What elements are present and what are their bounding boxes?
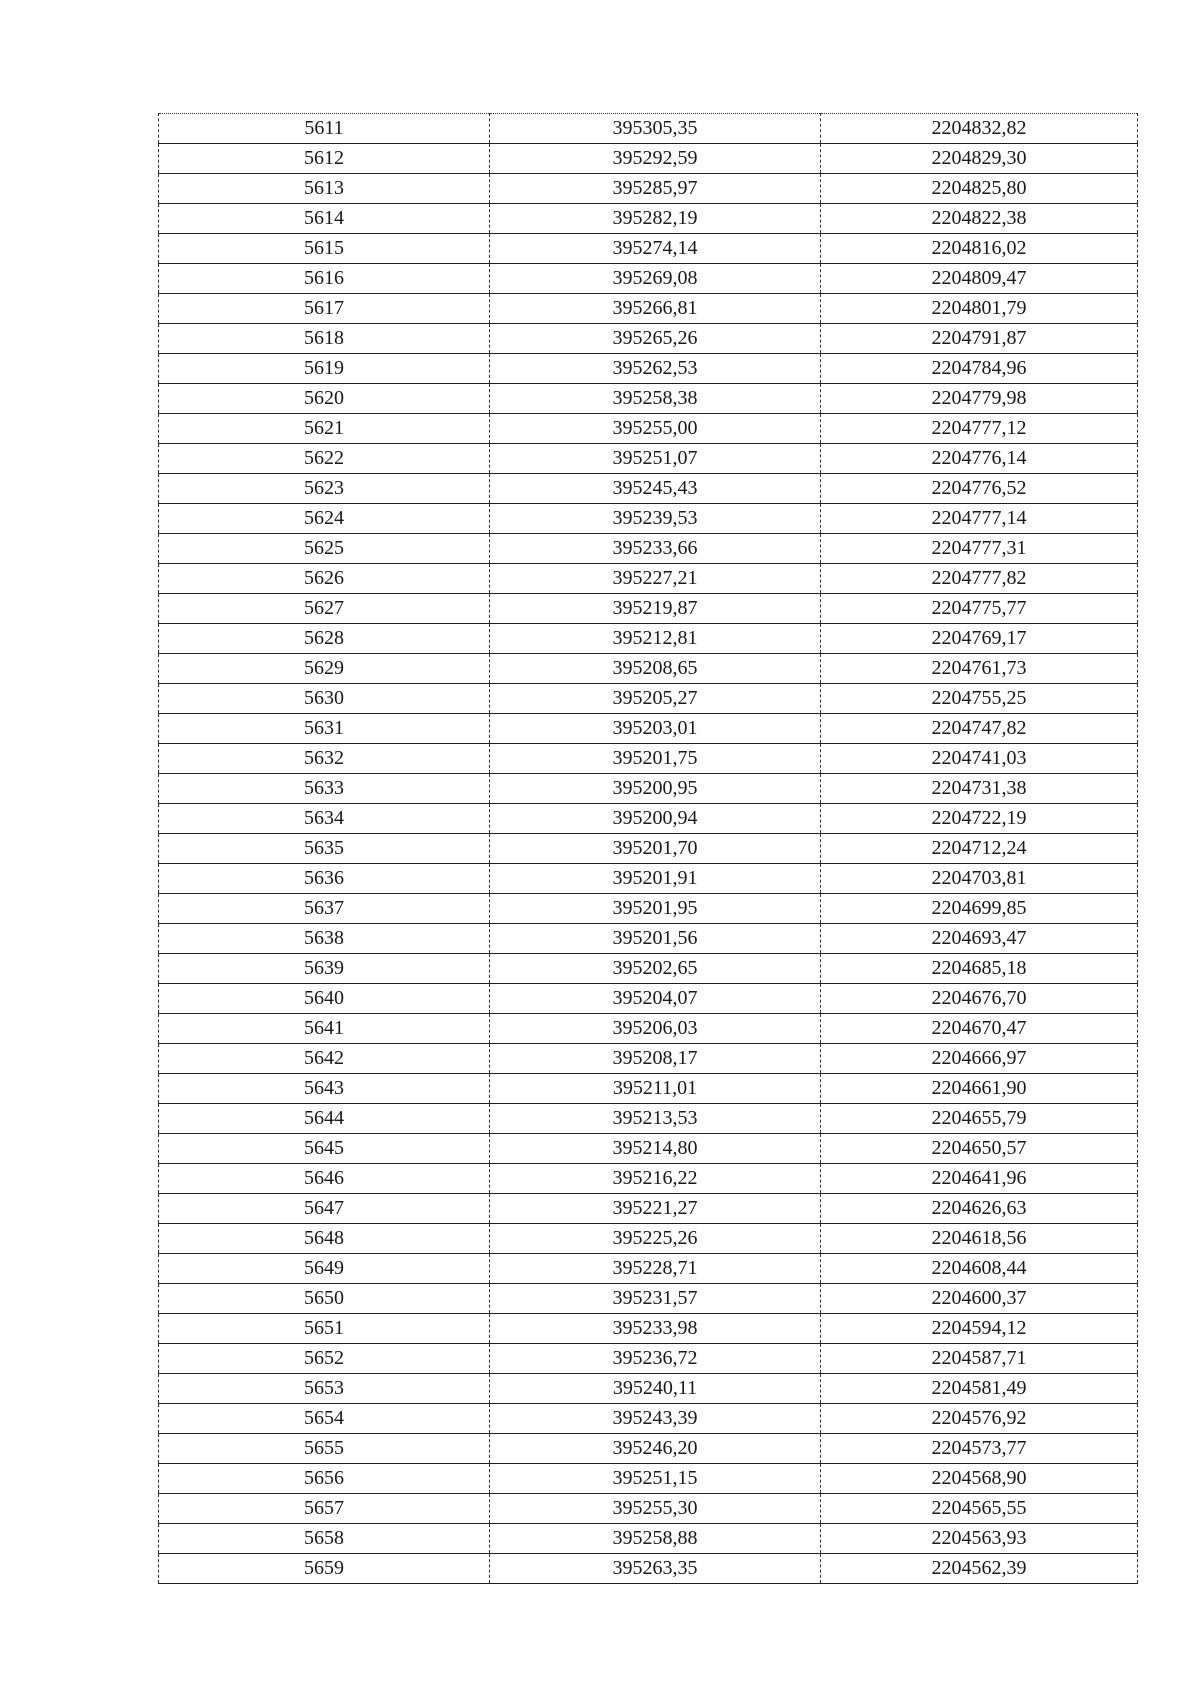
x-coordinate-cell: 395212,81 <box>490 624 821 654</box>
point-number-cell: 5649 <box>159 1254 490 1284</box>
point-number-cell: 5638 <box>159 924 490 954</box>
point-number-cell: 5643 <box>159 1074 490 1104</box>
table-row <box>159 1164 1138 1194</box>
table-row <box>159 1524 1138 1554</box>
x-coordinate-cell: 395213,53 <box>490 1104 821 1134</box>
y-coordinate-cell: 2204777,82 <box>821 564 1138 594</box>
table-row <box>159 774 1138 804</box>
y-coordinate-cell: 2204779,98 <box>821 384 1138 414</box>
table-row <box>159 114 1138 144</box>
table-row <box>159 1464 1138 1494</box>
x-coordinate-cell: 395201,70 <box>490 834 821 864</box>
x-coordinate-cell: 395240,11 <box>490 1374 821 1404</box>
y-coordinate-cell: 2204666,97 <box>821 1044 1138 1074</box>
x-coordinate-cell: 395258,38 <box>490 384 821 414</box>
x-coordinate-cell: 395305,35 <box>490 114 821 144</box>
table-row <box>159 204 1138 234</box>
y-coordinate-cell: 2204699,85 <box>821 894 1138 924</box>
point-number-cell: 5646 <box>159 1164 490 1194</box>
x-coordinate-cell: 395231,57 <box>490 1284 821 1314</box>
x-coordinate-cell: 395292,59 <box>490 144 821 174</box>
y-coordinate-cell: 2204776,14 <box>821 444 1138 474</box>
point-number-cell: 5656 <box>159 1464 490 1494</box>
point-number-cell: 5650 <box>159 1284 490 1314</box>
table-row <box>159 1314 1138 1344</box>
coordinate-table-body <box>159 114 1138 1584</box>
y-coordinate-cell: 2204685,18 <box>821 954 1138 984</box>
x-coordinate-cell: 395255,00 <box>490 414 821 444</box>
table-row <box>159 744 1138 774</box>
x-coordinate-cell: 395233,98 <box>490 1314 821 1344</box>
table-row <box>159 804 1138 834</box>
x-coordinate-cell: 395251,15 <box>490 1464 821 1494</box>
y-coordinate-cell: 2204563,93 <box>821 1524 1138 1554</box>
table-row <box>159 234 1138 264</box>
x-coordinate-cell: 395225,26 <box>490 1224 821 1254</box>
table-row <box>159 1404 1138 1434</box>
y-coordinate-cell: 2204801,79 <box>821 294 1138 324</box>
y-coordinate-cell: 2204829,30 <box>821 144 1138 174</box>
point-number-cell: 5635 <box>159 834 490 864</box>
table-row <box>159 1044 1138 1074</box>
y-coordinate-cell: 2204755,25 <box>821 684 1138 714</box>
y-coordinate-cell: 2204731,38 <box>821 774 1138 804</box>
table-row <box>159 144 1138 174</box>
x-coordinate-cell: 395202,65 <box>490 954 821 984</box>
x-coordinate-cell: 395201,95 <box>490 894 821 924</box>
table-row <box>159 1104 1138 1134</box>
point-number-cell: 5655 <box>159 1434 490 1464</box>
point-number-cell: 5647 <box>159 1194 490 1224</box>
point-number-cell: 5612 <box>159 144 490 174</box>
x-coordinate-cell: 395208,65 <box>490 654 821 684</box>
point-number-cell: 5642 <box>159 1044 490 1074</box>
x-coordinate-cell: 395200,95 <box>490 774 821 804</box>
x-coordinate-cell: 395239,53 <box>490 504 821 534</box>
y-coordinate-cell: 2204661,90 <box>821 1074 1138 1104</box>
x-coordinate-cell: 395274,14 <box>490 234 821 264</box>
y-coordinate-cell: 2204784,96 <box>821 354 1138 384</box>
point-number-cell: 5621 <box>159 414 490 444</box>
point-number-cell: 5659 <box>159 1554 490 1584</box>
table-row <box>159 324 1138 354</box>
table-row <box>159 504 1138 534</box>
point-number-cell: 5628 <box>159 624 490 654</box>
point-number-cell: 5652 <box>159 1344 490 1374</box>
point-number-cell: 5632 <box>159 744 490 774</box>
point-number-cell: 5623 <box>159 474 490 504</box>
x-coordinate-cell: 395206,03 <box>490 1014 821 1044</box>
point-number-cell: 5611 <box>159 114 490 144</box>
table-row <box>159 1224 1138 1254</box>
point-number-cell: 5654 <box>159 1404 490 1434</box>
y-coordinate-cell: 2204576,92 <box>821 1404 1138 1434</box>
point-number-cell: 5619 <box>159 354 490 384</box>
point-number-cell: 5648 <box>159 1224 490 1254</box>
table-row <box>159 534 1138 564</box>
table-row <box>159 984 1138 1014</box>
x-coordinate-cell: 395258,88 <box>490 1524 821 1554</box>
point-number-cell: 5634 <box>159 804 490 834</box>
point-number-cell: 5626 <box>159 564 490 594</box>
y-coordinate-cell: 2204626,63 <box>821 1194 1138 1224</box>
x-coordinate-cell: 395203,01 <box>490 714 821 744</box>
y-coordinate-cell: 2204769,17 <box>821 624 1138 654</box>
x-coordinate-cell: 395236,72 <box>490 1344 821 1374</box>
y-coordinate-cell: 2204600,37 <box>821 1284 1138 1314</box>
y-coordinate-cell: 2204816,02 <box>821 234 1138 264</box>
x-coordinate-cell: 395208,17 <box>490 1044 821 1074</box>
y-coordinate-cell: 2204573,77 <box>821 1434 1138 1464</box>
x-coordinate-cell: 395228,71 <box>490 1254 821 1284</box>
table-row <box>159 1494 1138 1524</box>
y-coordinate-cell: 2204722,19 <box>821 804 1138 834</box>
x-coordinate-cell: 395243,39 <box>490 1404 821 1434</box>
y-coordinate-cell: 2204693,47 <box>821 924 1138 954</box>
y-coordinate-cell: 2204825,80 <box>821 174 1138 204</box>
y-coordinate-cell: 2204568,90 <box>821 1464 1138 1494</box>
x-coordinate-cell: 395201,56 <box>490 924 821 954</box>
point-number-cell: 5644 <box>159 1104 490 1134</box>
y-coordinate-cell: 2204676,70 <box>821 984 1138 1014</box>
y-coordinate-cell: 2204777,14 <box>821 504 1138 534</box>
x-coordinate-cell: 395263,35 <box>490 1554 821 1584</box>
table-row <box>159 1134 1138 1164</box>
point-number-cell: 5622 <box>159 444 490 474</box>
table-row <box>159 384 1138 414</box>
y-coordinate-cell: 2204822,38 <box>821 204 1138 234</box>
point-number-cell: 5617 <box>159 294 490 324</box>
x-coordinate-cell: 395246,20 <box>490 1434 821 1464</box>
x-coordinate-cell: 395245,43 <box>490 474 821 504</box>
y-coordinate-cell: 2204791,87 <box>821 324 1138 354</box>
point-number-cell: 5639 <box>159 954 490 984</box>
point-number-cell: 5657 <box>159 1494 490 1524</box>
table-row <box>159 654 1138 684</box>
table-row <box>159 414 1138 444</box>
y-coordinate-cell: 2204809,47 <box>821 264 1138 294</box>
y-coordinate-cell: 2204587,71 <box>821 1344 1138 1374</box>
table-row <box>159 354 1138 384</box>
y-coordinate-cell: 2204581,49 <box>821 1374 1138 1404</box>
point-number-cell: 5633 <box>159 774 490 804</box>
point-number-cell: 5614 <box>159 204 490 234</box>
x-coordinate-cell: 395216,22 <box>490 1164 821 1194</box>
x-coordinate-cell: 395205,27 <box>490 684 821 714</box>
point-number-cell: 5613 <box>159 174 490 204</box>
table-row <box>159 864 1138 894</box>
table-row <box>159 174 1138 204</box>
x-coordinate-cell: 395221,27 <box>490 1194 821 1224</box>
table-row <box>159 594 1138 624</box>
y-coordinate-cell: 2204703,81 <box>821 864 1138 894</box>
table-row <box>159 834 1138 864</box>
y-coordinate-cell: 2204777,12 <box>821 414 1138 444</box>
point-number-cell: 5625 <box>159 534 490 564</box>
table-row <box>159 1434 1138 1464</box>
y-coordinate-cell: 2204712,24 <box>821 834 1138 864</box>
table-row <box>159 564 1138 594</box>
y-coordinate-cell: 2204562,39 <box>821 1554 1138 1584</box>
x-coordinate-cell: 395266,81 <box>490 294 821 324</box>
table-row <box>159 1074 1138 1104</box>
y-coordinate-cell: 2204641,96 <box>821 1164 1138 1194</box>
table-row <box>159 714 1138 744</box>
point-number-cell: 5636 <box>159 864 490 894</box>
y-coordinate-cell: 2204670,47 <box>821 1014 1138 1044</box>
x-coordinate-cell: 395265,26 <box>490 324 821 354</box>
point-number-cell: 5658 <box>159 1524 490 1554</box>
point-number-cell: 5620 <box>159 384 490 414</box>
y-coordinate-cell: 2204565,55 <box>821 1494 1138 1524</box>
point-number-cell: 5651 <box>159 1314 490 1344</box>
y-coordinate-cell: 2204650,57 <box>821 1134 1138 1164</box>
y-coordinate-cell: 2204608,44 <box>821 1254 1138 1284</box>
point-number-cell: 5624 <box>159 504 490 534</box>
point-number-cell: 5640 <box>159 984 490 1014</box>
table-row <box>159 924 1138 954</box>
table-row <box>159 444 1138 474</box>
y-coordinate-cell: 2204775,77 <box>821 594 1138 624</box>
x-coordinate-cell: 395201,91 <box>490 864 821 894</box>
x-coordinate-cell: 395211,01 <box>490 1074 821 1104</box>
y-coordinate-cell: 2204777,31 <box>821 534 1138 564</box>
point-number-cell: 5629 <box>159 654 490 684</box>
point-number-cell: 5618 <box>159 324 490 354</box>
x-coordinate-cell: 395227,21 <box>490 564 821 594</box>
table-row <box>159 474 1138 504</box>
x-coordinate-cell: 395251,07 <box>490 444 821 474</box>
coordinate-table <box>158 113 1138 1584</box>
point-number-cell: 5631 <box>159 714 490 744</box>
point-number-cell: 5615 <box>159 234 490 264</box>
point-number-cell: 5637 <box>159 894 490 924</box>
table-row <box>159 264 1138 294</box>
x-coordinate-cell: 395214,80 <box>490 1134 821 1164</box>
table-row <box>159 1374 1138 1404</box>
point-number-cell: 5627 <box>159 594 490 624</box>
table-row <box>159 294 1138 324</box>
x-coordinate-cell: 395233,66 <box>490 534 821 564</box>
x-coordinate-cell: 395204,07 <box>490 984 821 1014</box>
y-coordinate-cell: 2204655,79 <box>821 1104 1138 1134</box>
x-coordinate-cell: 395285,97 <box>490 174 821 204</box>
table-row <box>159 1284 1138 1314</box>
y-coordinate-cell: 2204761,73 <box>821 654 1138 684</box>
table-row <box>159 1554 1138 1584</box>
x-coordinate-cell: 395219,87 <box>490 594 821 624</box>
point-number-cell: 5630 <box>159 684 490 714</box>
point-number-cell: 5645 <box>159 1134 490 1164</box>
table-row <box>159 894 1138 924</box>
x-coordinate-cell: 395269,08 <box>490 264 821 294</box>
table-row <box>159 624 1138 654</box>
point-number-cell: 5616 <box>159 264 490 294</box>
table-row <box>159 1344 1138 1374</box>
point-number-cell: 5641 <box>159 1014 490 1044</box>
x-coordinate-cell: 395201,75 <box>490 744 821 774</box>
y-coordinate-cell: 2204832,82 <box>821 114 1138 144</box>
y-coordinate-cell: 2204741,03 <box>821 744 1138 774</box>
point-number-cell: 5653 <box>159 1374 490 1404</box>
y-coordinate-cell: 2204747,82 <box>821 714 1138 744</box>
y-coordinate-cell: 2204618,56 <box>821 1224 1138 1254</box>
x-coordinate-cell: 395282,19 <box>490 204 821 234</box>
y-coordinate-cell: 2204776,52 <box>821 474 1138 504</box>
x-coordinate-cell: 395200,94 <box>490 804 821 834</box>
x-coordinate-cell: 395262,53 <box>490 354 821 384</box>
table-row <box>159 1254 1138 1284</box>
x-coordinate-cell: 395255,30 <box>490 1494 821 1524</box>
y-coordinate-cell: 2204594,12 <box>821 1314 1138 1344</box>
table-row <box>159 684 1138 714</box>
table-row <box>159 1014 1138 1044</box>
table-row <box>159 1194 1138 1224</box>
table-row <box>159 954 1138 984</box>
